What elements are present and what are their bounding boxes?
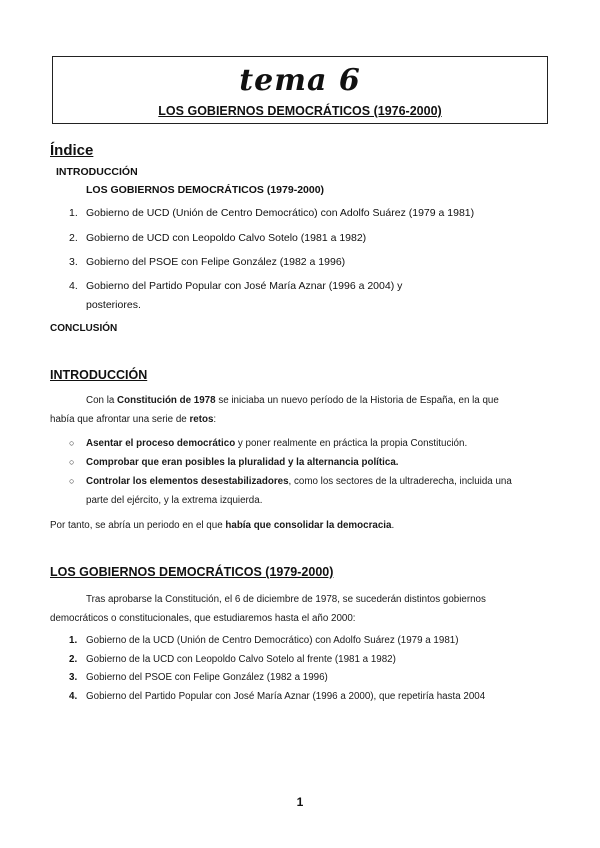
page-subtitle: LOS GOBIERNOS DEMOCRÁTICOS (1976-2000) xyxy=(158,104,442,118)
gov-item-4-num: 4. xyxy=(69,691,78,702)
gov-item-1-num: 1. xyxy=(69,635,78,646)
bullet-text: , como los sectores de la ultraderecha, incluida una xyxy=(288,476,512,487)
intro-bullet-3-cont: parte del ejército, y la extrema izquierda. xyxy=(86,495,263,506)
intro-paragraph-1-cont xyxy=(50,410,216,429)
bullet-icon: ○ xyxy=(69,457,75,467)
gov-item-4: Gobierno del Partido Popular con José María Aznar (1996 a 2000), que repetiría hasta 2004 xyxy=(86,691,486,702)
intro-highlight: había que consolidar la democracia xyxy=(225,520,392,531)
index-item-2: Gobierno de UCD con Leopoldo Calvo Sotelo (1981 a 1982) xyxy=(86,232,367,244)
intro-bullet-1 xyxy=(86,434,526,453)
index-item-1-num: 1. xyxy=(69,207,78,219)
index-section: LOS GOBIERNOS DEMOCRÁTICOS (1979-2000) xyxy=(86,184,325,196)
intro-text: : xyxy=(213,414,217,425)
gov-item-2: Gobierno de la UCD con Leopoldo Calvo Sotelo al frente (1981 a 1982) xyxy=(86,654,396,665)
index-item-4: Gobierno del Partido Popular con José María Aznar (1996 a 2004) y xyxy=(86,280,403,292)
page-title: tema 6 xyxy=(239,63,361,98)
intro-paragraph-1 xyxy=(86,391,499,410)
gov-item-3: Gobierno del PSOE con Felipe González (1982 a 1996) xyxy=(86,672,328,683)
bullet-highlight: Asentar el proceso democrático xyxy=(86,438,236,449)
title-box xyxy=(52,56,548,124)
intro-bullet-3 xyxy=(86,472,526,491)
gov-item-1: Gobierno de la UCD (Unión de Centro Democrático) con Adolfo Suárez (1979 a 1981) xyxy=(86,635,459,646)
gov-heading: LOS GOBIERNOS DEMOCRÁTICOS (1979-2000) xyxy=(50,565,334,579)
gov-paragraph-cont: democráticos o constitucionales, que estudiaremos hasta el año 2000: xyxy=(50,613,356,624)
intro-highlight: retos xyxy=(189,414,214,425)
intro-text: había que afrontar una serie de xyxy=(50,414,190,425)
intro-text: se iniciaba un nuevo período de la Historia de España, en la que xyxy=(215,395,499,406)
index-item-4-cont: posteriores. xyxy=(86,299,141,311)
intro-heading: INTRODUCCIÓN xyxy=(50,368,148,382)
gov-item-3-num: 3. xyxy=(69,672,78,683)
bullet-text: y poner realmente en práctica la propia Constitución. xyxy=(235,438,468,449)
index-item-2-num: 2. xyxy=(69,232,78,244)
bullet-icon: ○ xyxy=(69,438,75,448)
intro-text: . xyxy=(391,520,395,531)
bullet-highlight: Controlar los elementos desestabilizadores xyxy=(86,476,289,487)
bullet-highlight: Comprobar que eran posibles la pluralidad y la alternancia política. xyxy=(86,457,399,468)
index-item-3-num: 3. xyxy=(69,256,78,268)
index-heading: Índice xyxy=(50,142,94,159)
index-intro: INTRODUCCIÓN xyxy=(56,166,138,178)
index-item-3: Gobierno del PSOE con Felipe González (1982 a 1996) xyxy=(86,256,346,268)
gov-item-2-num: 2. xyxy=(69,654,78,665)
intro-text: Con la xyxy=(86,395,118,406)
page-number: 1 xyxy=(296,795,304,809)
gov-paragraph: Tras aprobarse la Constitución, el 6 de diciembre de 1978, se sucederán distintos gobiernos xyxy=(86,594,486,605)
intro-highlight: Constitución de 1978 xyxy=(117,395,216,406)
intro-bullet-2 xyxy=(86,453,526,472)
intro-paragraph-2 xyxy=(50,516,394,535)
index-item-4-num: 4. xyxy=(69,280,78,292)
index-item-1: Gobierno de UCD (Unión de Centro Democrático) con Adolfo Suárez (1979 a 1981) xyxy=(86,207,475,219)
bullet-icon: ○ xyxy=(69,476,75,486)
index-conclusion: CONCLUSIÓN xyxy=(50,323,118,334)
intro-text: Por tanto, se abría un periodo en el que xyxy=(50,520,226,531)
